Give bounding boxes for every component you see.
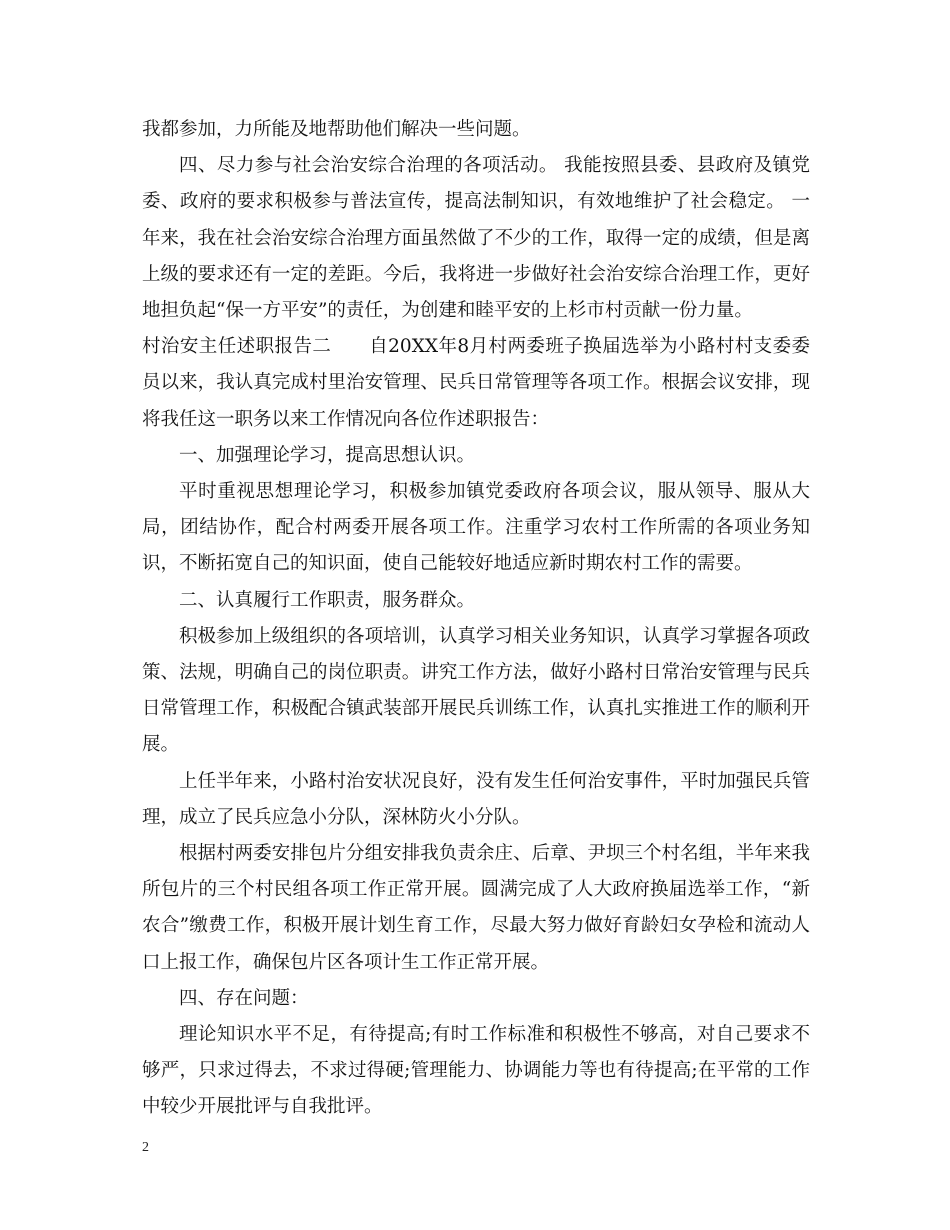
paragraph: 我都参加，力所能及地帮助他们解决一些问题。 [142, 119, 531, 140]
page-number: 2 [142, 1140, 149, 1155]
paragraph: 村治安主任述职报告二 自20XX年8月村两委班子换届选举为小路村村支委委员以来，我认真完成村里治安管理、民兵日常管理等各项工作。根据会议安排，现将我任这一职务以来工作情况向各位作述职报告： [142, 336, 810, 430]
paragraph: 四、尽力参与社会治安综合治理的各项活动。 我能按照县委、县政府及镇党委、政府的要求积极参与普法宣传，提高法制知识，有效地维护了社会稳定。 一年来，我在社会治安综合治理方面虽然做了不少的工作，取得一定的成绩，但是离上级的要求还有一定的差距。今后，我将进一步做好社会治安综合治理工作，更好地担负起“保一方平安”的责任，为创建和睦平安的上杉市村贡献一份力量。 [142, 155, 810, 322]
section-heading: 一、加强理论学习，提高思想认识。 [179, 444, 476, 466]
paragraph: 上任半年来，小路村治安状况良好，没有发生任何治安事件，平时加强民兵管理，成立了民兵应急小分队，深林防火小分队。 [142, 770, 810, 828]
document-body [142, 112, 810, 1126]
paragraph: 根据村两委安排包片分组安排我负责余庄、后章、尹坝三个村名组，半年来我所包片的三个村民组各项工作正常开展。圆满完成了人大政府换届选举工作，“新农合”缴费工作，积极开展计划生育工作，尽最大努力做好育龄妇女孕检和流动人口上报工作，确保包片区各项计生工作正常开展。 [142, 843, 810, 973]
paragraph: 积极参加上级组织的各项培训，认真学习相关业务知识，认真学习掌握各项政策、法规，明确自己的岗位职责。讲究工作方法，做好小路村日常治安管理与民兵日常管理工作，积极配合镇武装部开展民兵训练工作，认真扎实推进工作的顺利开展。 [142, 625, 810, 756]
paragraph: 理论知识水平不足，有待提高;有时工作标准和积极性不够高，对自己要求不够严，只求过得去，不求过得硬;管理能力、协调能力等也有待提高;在平常的工作中较少开展批评与自我批评。 [142, 1024, 810, 1118]
paragraph: 平时重视思想理论学习，积极参加镇党委政府各项会议，服从领导、服从大局，团结协作，配合村两委开展各项工作。注重学习农村工作所需的各项业务知识，不断拓宽自己的知识面，使自己能较好地适应新时期农村工作的需要。 [142, 481, 810, 575]
section-heading: 二、认真履行工作职责，服务群众。 [179, 589, 476, 611]
section-heading: 四、存在问题： [179, 987, 309, 1009]
